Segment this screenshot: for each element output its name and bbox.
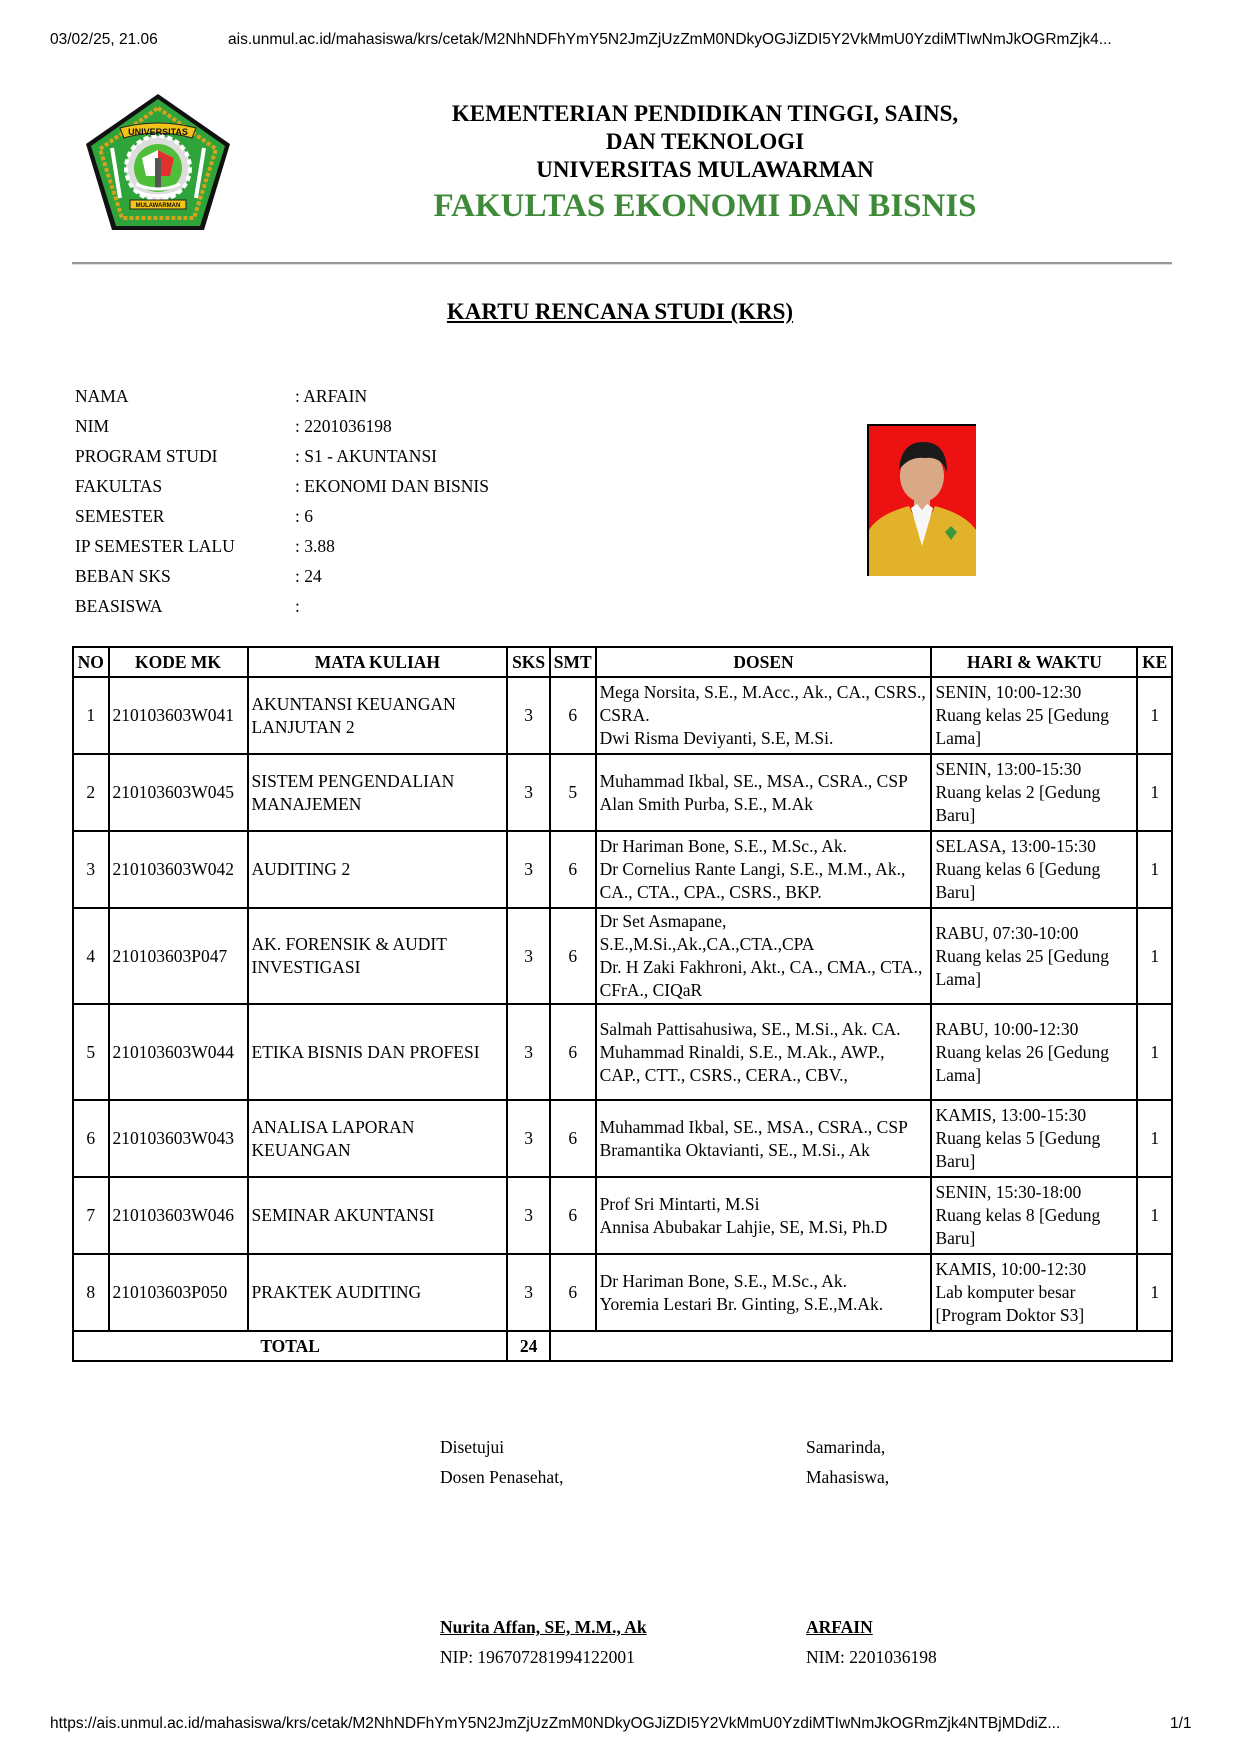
cell-mata-kuliah: ETIKA BISNIS DAN PROFESI [248, 1004, 508, 1100]
lecturer-name: Salmah Pattisahusiwa, SE., M.Si., Ak. CA. [599, 1018, 901, 1039]
cell-dosen [596, 1177, 932, 1254]
lecturer-name: Dr Cornelius Rante Langi, S.E., M.M., Ak., CA., CTA., CPA., CSRS., BKP. [599, 859, 906, 902]
table-row [73, 831, 1172, 908]
document-title: KARTU RENCANA STUDI (KRS) [446, 299, 794, 324]
cell-kode-mk: 210103603W043 [109, 1100, 248, 1177]
advisor-name: Nurita Affan, SE, M.M., Ak [440, 1617, 647, 1637]
total-empty-cell [550, 1331, 1172, 1361]
approval-label: Disetujui [440, 1437, 505, 1457]
university-name: UNIVERSITAS MULAWARMAN [536, 157, 874, 182]
lecturer-name: Prof Sri Mintarti, M.Si [599, 1193, 760, 1214]
schedule-room: Ruang kelas 8 [Gedung Baru] [935, 1205, 1101, 1248]
cell-no: 7 [73, 1177, 109, 1254]
university-logo-icon [80, 88, 236, 238]
header-no: NO [73, 647, 109, 677]
total-sks: 24 [507, 1331, 550, 1361]
cell-ke: 1 [1137, 1100, 1172, 1177]
cell-hari-waktu [931, 677, 1137, 754]
table-row [73, 1177, 1172, 1254]
schedule-room: Ruang kelas 2 [Gedung Baru] [935, 782, 1101, 825]
letterhead [380, 100, 1030, 226]
cell-ke: 1 [1137, 908, 1172, 1004]
print-url: ais.unmul.ac.id/mahasiswa/krs/cetak/M2NhNDFhYmY5N2JmZjUzZmM0NDkyOGJiZDI5Y2VkMmU0YzdiMTIwNmJkOGRmZjk4... [228, 31, 1112, 48]
schedule-time: SENIN, 10:00-12:30 [935, 682, 1082, 702]
biodata-row [75, 591, 595, 621]
header-smt: SMT [550, 647, 596, 677]
cell-no: 6 [73, 1100, 109, 1177]
schedule-time: KAMIS, 13:00-15:30 [935, 1105, 1087, 1125]
schedule-room: Ruang kelas 26 [Gedung Lama] [935, 1041, 1109, 1085]
lecturer-name: Dr Set Asmapane, S.E.,M.Si.,Ak.,CA.,CTA.,CPA [599, 911, 815, 954]
cell-no: 1 [73, 677, 109, 754]
biodata-value: : S1 - AKUNTANSI [295, 446, 438, 466]
table-row [73, 1254, 1172, 1331]
header-dosen: DOSEN [596, 647, 932, 677]
schedule-time: SENIN, 13:00-15:30 [935, 759, 1082, 779]
faculty-name: FAKULTAS EKONOMI DAN BISNIS [433, 188, 977, 224]
cell-smt: 5 [550, 754, 596, 831]
lecturer-name: Dr. H Zaki Fakhroni, Akt., CA., CMA., CTA., CFrA., CIQaR [599, 957, 923, 1000]
cell-mata-kuliah: AK. FORENSIK & AUDIT INVESTIGASI [248, 908, 508, 1004]
cell-ke: 1 [1137, 1004, 1172, 1100]
logo-banner-bottom: MULAWARMAN [135, 203, 181, 209]
cell-mata-kuliah: SEMINAR AKUNTANSI [248, 1177, 508, 1254]
schedule-time: SENIN, 15:30-18:00 [935, 1182, 1082, 1202]
table-row [73, 908, 1172, 1004]
ministry-line-1: KEMENTERIAN PENDIDIKAN TINGGI, SAINS, [451, 101, 959, 126]
cell-kode-mk: 210103603W042 [109, 831, 248, 908]
cell-no: 4 [73, 908, 109, 1004]
krs-table [72, 646, 1173, 1362]
cell-hari-waktu [931, 1254, 1137, 1331]
cell-mata-kuliah: AKUNTANSI KEUANGAN LANJUTAN 2 [248, 677, 508, 754]
biodata-label: SEMESTER [75, 506, 165, 526]
biodata-row [75, 441, 595, 471]
cell-sks: 3 [507, 831, 550, 908]
biodata-label: BEASISWA [75, 596, 163, 616]
cell-hari-waktu [931, 1177, 1137, 1254]
cell-kode-mk: 210103603W041 [109, 677, 248, 754]
cell-smt: 6 [550, 1177, 596, 1254]
table-row [73, 1100, 1172, 1177]
cell-hari-waktu [931, 754, 1137, 831]
cell-dosen [596, 1004, 932, 1100]
student-signature-nim: NIM: 2201036198 [806, 1647, 937, 1667]
lecturer-name: Mega Norsita, S.E., M.Acc., Ak., CA., CSRS., CSRA. [599, 682, 926, 725]
student-role-label: Mahasiswa, [806, 1467, 890, 1487]
advisor-nip: NIP: 196707281994122001 [440, 1647, 635, 1667]
biodata-row [75, 501, 595, 531]
cell-mata-kuliah: AUDITING 2 [248, 831, 508, 908]
cell-smt: 6 [550, 908, 596, 1004]
table-header-row [73, 647, 1172, 677]
header-sks: SKS [507, 647, 550, 677]
header-divider [72, 262, 1172, 265]
cell-mata-kuliah: ANALISA LAPORAN KEUANGAN [248, 1100, 508, 1177]
cell-dosen [596, 754, 932, 831]
biodata-label: IP SEMESTER LALU [75, 536, 235, 556]
student-biodata [75, 381, 595, 621]
schedule-room: Ruang kelas 25 [Gedung Lama] [935, 705, 1109, 748]
cell-sks: 3 [507, 1254, 550, 1331]
schedule-time: SELASA, 13:00-15:30 [935, 836, 1096, 856]
biodata-value: : 3.88 [295, 536, 335, 556]
cell-sks: 3 [507, 1004, 550, 1100]
header-mata-kuliah: MATA KULIAH [248, 647, 508, 677]
cell-no: 5 [73, 1004, 109, 1100]
biodata-row [75, 411, 595, 441]
cell-smt: 6 [550, 831, 596, 908]
cell-ke: 1 [1137, 1177, 1172, 1254]
cell-dosen [596, 1254, 932, 1331]
biodata-row [75, 471, 595, 501]
cell-kode-mk: 210103603W044 [109, 1004, 248, 1100]
student-photo-icon [867, 424, 976, 576]
print-datetime: 03/02/25, 21.06 [50, 31, 158, 48]
cell-kode-mk: 210103603P050 [109, 1254, 248, 1331]
cell-sks: 3 [507, 1177, 550, 1254]
biodata-row [75, 531, 595, 561]
cell-kode-mk: 210103603P047 [109, 908, 248, 1004]
total-label: TOTAL [73, 1331, 507, 1361]
cell-sks: 3 [507, 754, 550, 831]
cell-smt: 6 [550, 1254, 596, 1331]
biodata-value: : 6 [295, 506, 313, 526]
student-signature-name: ARFAIN [806, 1617, 873, 1637]
table-row [73, 1004, 1172, 1100]
footer-url: https://ais.unmul.ac.id/mahasiswa/krs/cetak/M2NhNDFhYmY5N2JmZjUzZmM0NDkyOGJiZDI5Y2VkMmU0YzdiMTIwNmJkOGRmZjk4NTBjMDdiZ... [50, 1715, 1061, 1732]
lecturer-name: Alan Smith Purba, S.E., M.Ak [599, 793, 813, 814]
cell-hari-waktu [931, 1004, 1137, 1100]
cell-hari-waktu [931, 831, 1137, 908]
schedule-room: Ruang kelas 5 [Gedung Baru] [935, 1128, 1101, 1171]
cell-smt: 6 [550, 1100, 596, 1177]
biodata-label: BEBAN SKS [75, 566, 171, 586]
lecturer-name: Dwi Risma Deviyanti, S.E, M.Si. [599, 728, 834, 748]
lecturer-name: Dr Hariman Bone, S.E., M.Sc., Ak. [599, 836, 847, 856]
cell-mata-kuliah: PRAKTEK AUDITING [248, 1254, 508, 1331]
advisor-signature-block [440, 1432, 647, 1667]
lecturer-name: Bramantika Oktavianti, SE., M.Si., Ak [599, 1139, 870, 1160]
cell-kode-mk: 210103603W046 [109, 1177, 248, 1254]
place-label: Samarinda, [806, 1437, 886, 1457]
cell-ke: 1 [1137, 1254, 1172, 1331]
biodata-value: : 2201036198 [295, 416, 392, 436]
cell-sks: 3 [507, 677, 550, 754]
schedule-room: Ruang kelas 25 [Gedung Lama] [935, 945, 1109, 989]
lecturer-name: Dr Hariman Bone, S.E., M.Sc., Ak. [599, 1270, 847, 1291]
cell-hari-waktu [931, 1100, 1137, 1177]
cell-ke: 1 [1137, 831, 1172, 908]
lecturer-name: Muhammad Rinaldi, S.E., M.Ak., AWP., CAP., CTT., CSRS., CERA., CBV., [599, 1041, 885, 1085]
biodata-label: PROGRAM STUDI [75, 446, 218, 466]
advisor-role-label: Dosen Penasehat, [440, 1467, 564, 1487]
biodata-row [75, 561, 595, 591]
cell-mata-kuliah: SISTEM PENGENDALIAN MANAJEMEN [248, 754, 508, 831]
ministry-line-2: DAN TEKNOLOGI [605, 129, 805, 154]
cell-hari-waktu [931, 908, 1137, 1004]
biodata-value: : ARFAIN [295, 386, 368, 406]
page-number: 1/1 [1170, 1715, 1192, 1732]
lecturer-name: Annisa Abubakar Lahjie, SE, M.Si, Ph.D [599, 1216, 888, 1237]
logo-banner-top: UNIVERSITAS [128, 127, 188, 137]
cell-no: 2 [73, 754, 109, 831]
cell-sks: 3 [507, 908, 550, 1004]
header-hari-waktu: HARI & WAKTU [931, 647, 1137, 677]
schedule-room: Lab komputer besar [Program Doktor S3] [935, 1282, 1085, 1325]
biodata-label: FAKULTAS [75, 476, 163, 496]
biodata-value: : 24 [295, 566, 322, 586]
cell-smt: 6 [550, 1004, 596, 1100]
lecturer-name: Yoremia Lestari Br. Ginting, S.E.,M.Ak. [599, 1293, 884, 1314]
cell-dosen [596, 831, 932, 908]
schedule-time: RABU, 07:30-10:00 [935, 922, 1079, 943]
lecturer-name: Muhammad Ikbal, SE., MSA., CSRA., CSP [599, 770, 908, 791]
cell-ke: 1 [1137, 754, 1172, 831]
total-row [73, 1331, 1172, 1361]
cell-dosen [596, 1100, 932, 1177]
table-row [73, 677, 1172, 754]
student-signature-block [806, 1432, 937, 1667]
schedule-time: KAMIS, 10:00-12:30 [935, 1259, 1087, 1279]
cell-ke: 1 [1137, 677, 1172, 754]
cell-kode-mk: 210103603W045 [109, 754, 248, 831]
schedule-room: Ruang kelas 6 [Gedung Baru] [935, 859, 1101, 902]
biodata-label: NIM [75, 416, 110, 436]
cell-no: 8 [73, 1254, 109, 1331]
cell-dosen [596, 908, 932, 1004]
header-kode-mk: KODE MK [109, 647, 248, 677]
table-row [73, 754, 1172, 831]
biodata-value: : [295, 596, 300, 616]
schedule-time: RABU, 10:00-12:30 [935, 1018, 1079, 1039]
lecturer-name: Muhammad Ikbal, SE., MSA., CSRA., CSP [599, 1116, 908, 1137]
biodata-label: NAMA [75, 386, 129, 406]
cell-sks: 3 [507, 1100, 550, 1177]
header-ke: KE [1137, 647, 1172, 677]
cell-dosen [596, 677, 932, 754]
biodata-value: : EKONOMI DAN BISNIS [295, 476, 489, 496]
biodata-row [75, 381, 595, 411]
cell-no: 3 [73, 831, 109, 908]
cell-smt: 6 [550, 677, 596, 754]
